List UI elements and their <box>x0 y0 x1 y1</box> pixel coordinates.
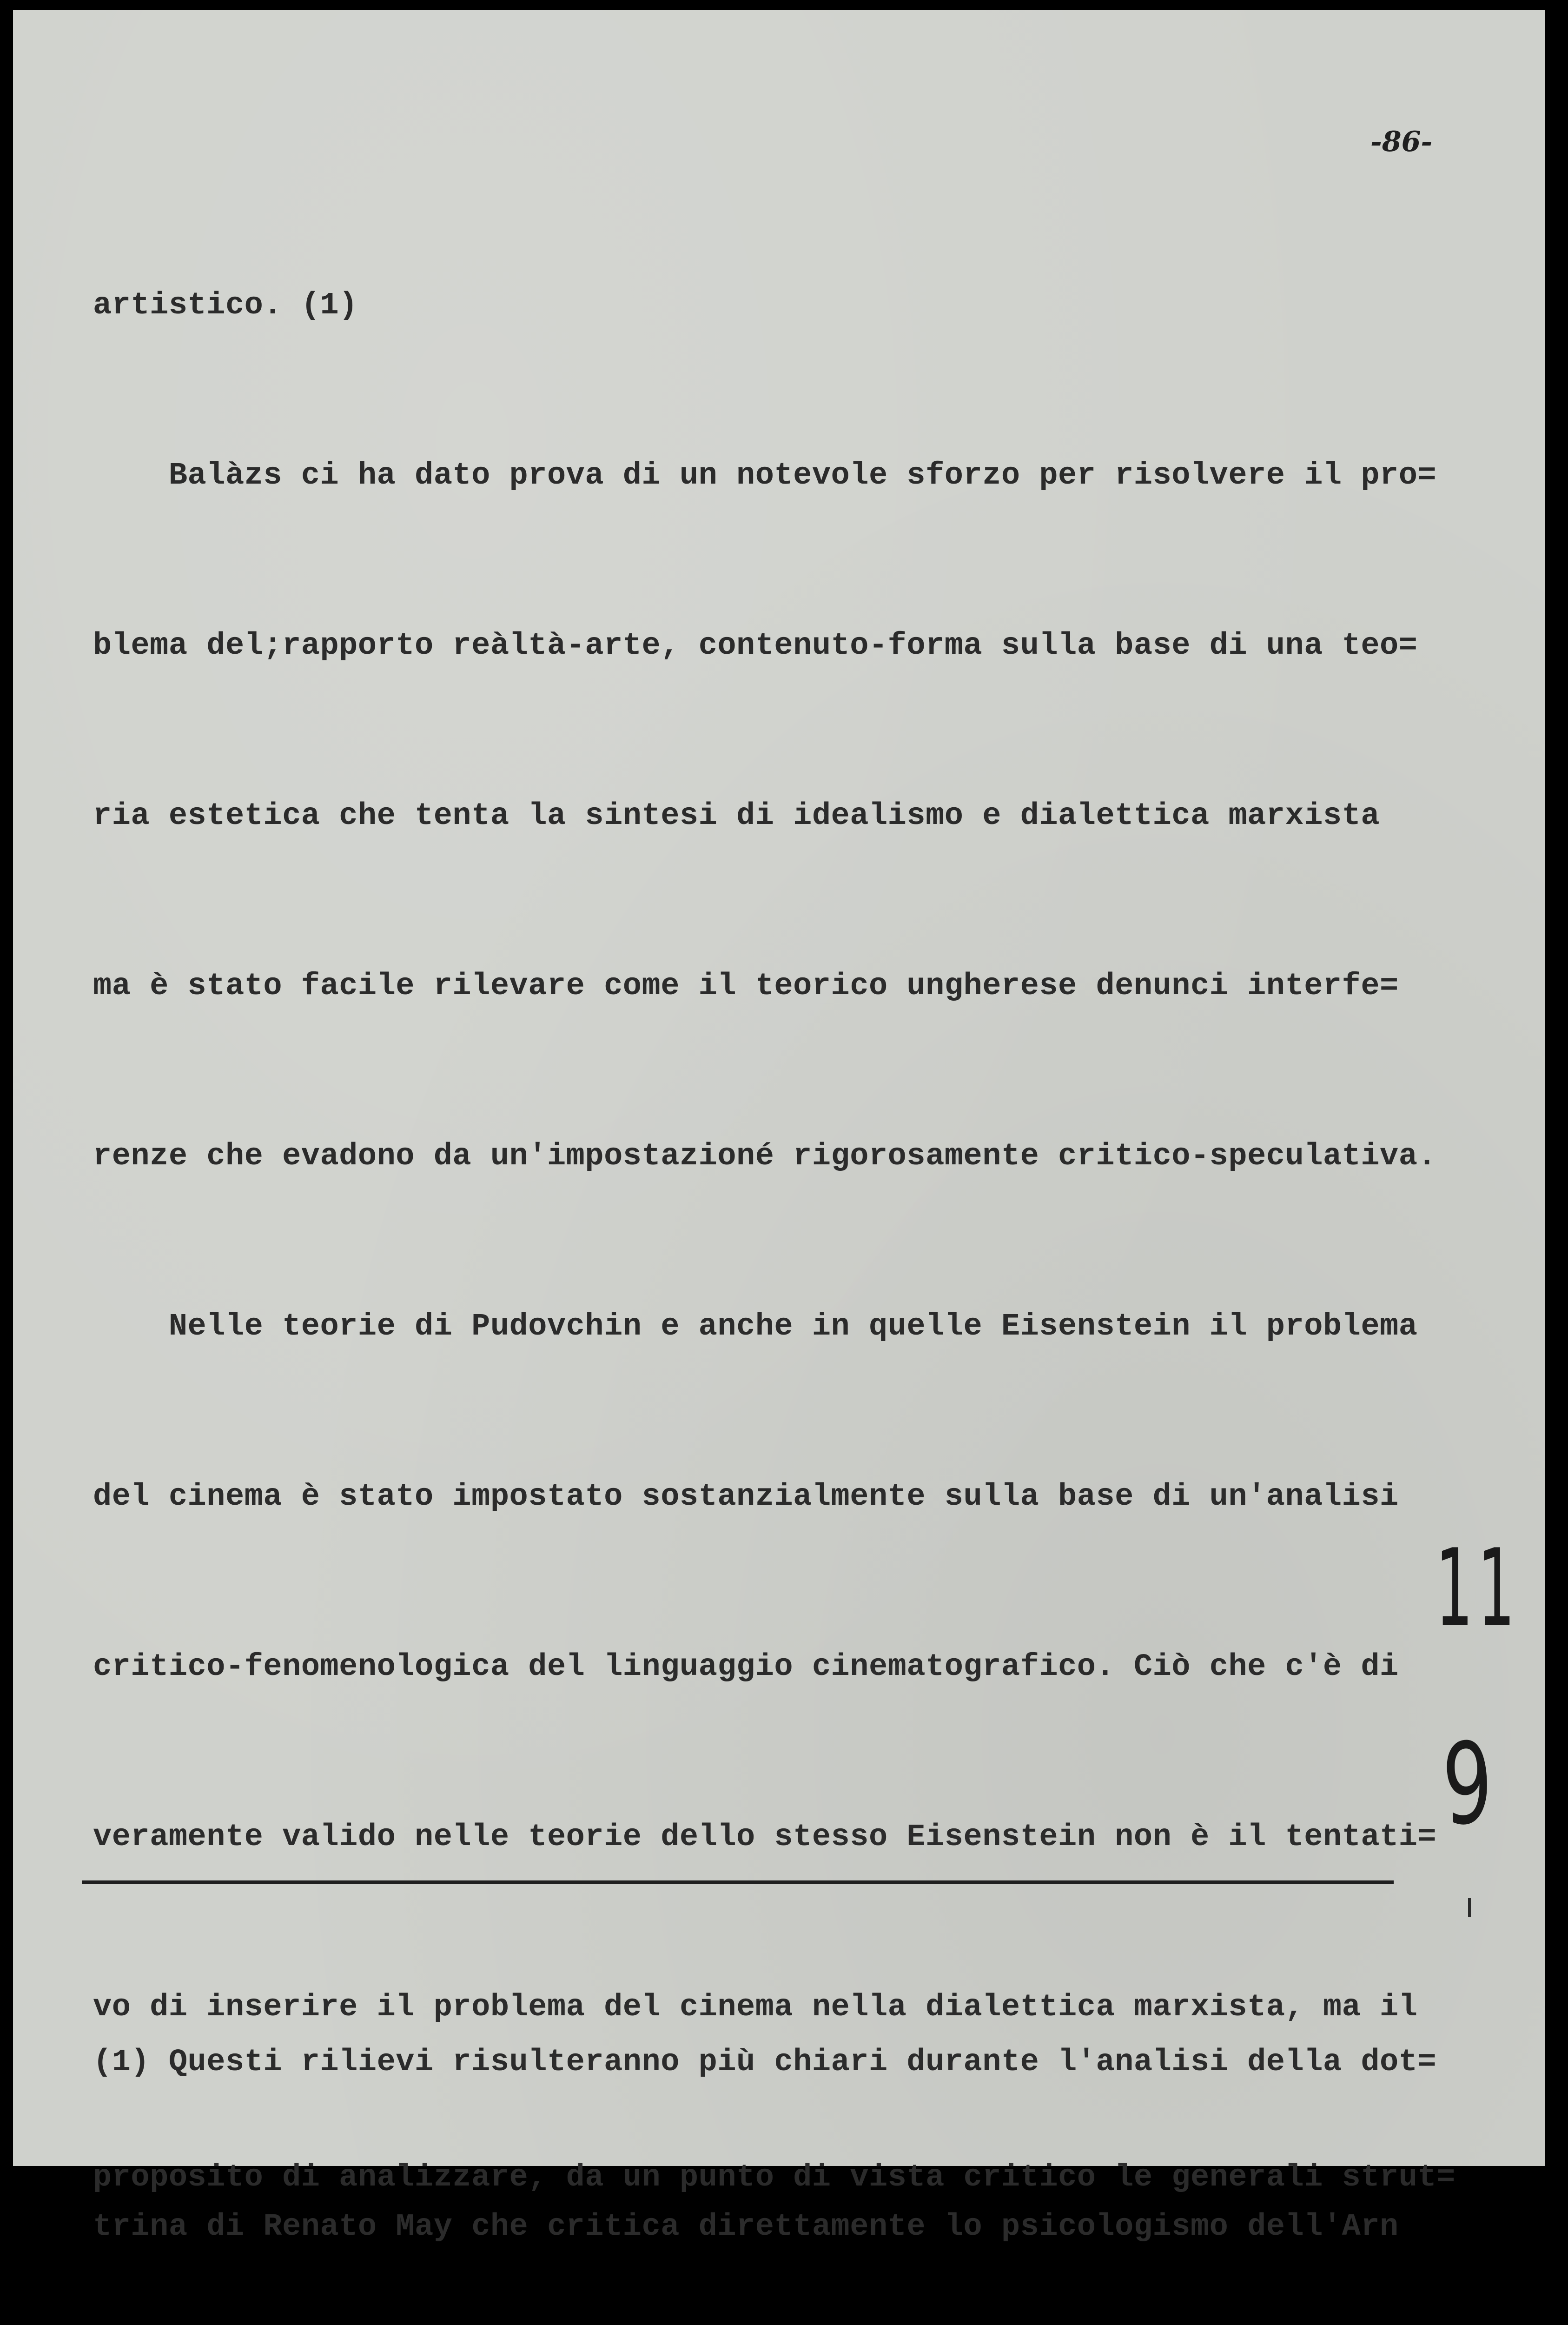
footnote-line: trina di Renato May che critica direttamente lo psicologismo dell'Arn <box>93 2209 1399 2245</box>
text-line: blema del;rapporto reàltà-arte, contenuto-forma sulla base di una teo= <box>93 628 1418 664</box>
text-line: artistico. (1) <box>93 288 358 323</box>
page-number: -86- <box>1370 126 1433 158</box>
text-line: renze che evadono da un'impostazioné rigorosamente critico-speculativa. <box>93 1139 1437 1174</box>
footnote <box>93 1925 1436 2325</box>
text-line: ria estetica che tenta la sintesi di idealismo e dialettica marxista <box>93 798 1380 834</box>
text-line: critico-fenomenologica del linguaggio cinematografico. Ciò che c'è di <box>93 1649 1399 1685</box>
text-line: ma è stato facile rilevare come il teorico ungherese denunci interfe= <box>93 969 1399 1004</box>
text-line: Balàzs ci ha dato prova di un notevole sforzo per risolvere il pro= <box>93 458 1437 493</box>
text-line: Nelle teorie di Pudovchin e anche in quelle Eisenstein il problema <box>93 1309 1418 1344</box>
text-line: proposito di analizzare, da un punto di vista critico le generali strut= <box>93 2160 1456 2195</box>
footnote-line: (1) Questi rilievi risulteranno più chiari durante l'analisi della dot= <box>93 2045 1437 2080</box>
text-line: vo di inserire il problema del cinema nella dialettica marxista, ma il <box>93 1990 1418 2025</box>
text-line: del cinema è stato impostato sostanzialmente sulla base di un'analisi <box>93 1479 1399 1515</box>
document-page <box>13 10 1545 2245</box>
margin-tick <box>1468 1898 1471 1917</box>
margin-mark-eleven: 11 <box>1436 1527 1520 1651</box>
text-line: veramente valido nelle teorie dello stesso Eisenstein non è il tentati= <box>93 1820 1437 1855</box>
footnote-divider <box>82 1880 1394 1884</box>
margin-mark-nine: 9 <box>1440 1716 1496 1852</box>
